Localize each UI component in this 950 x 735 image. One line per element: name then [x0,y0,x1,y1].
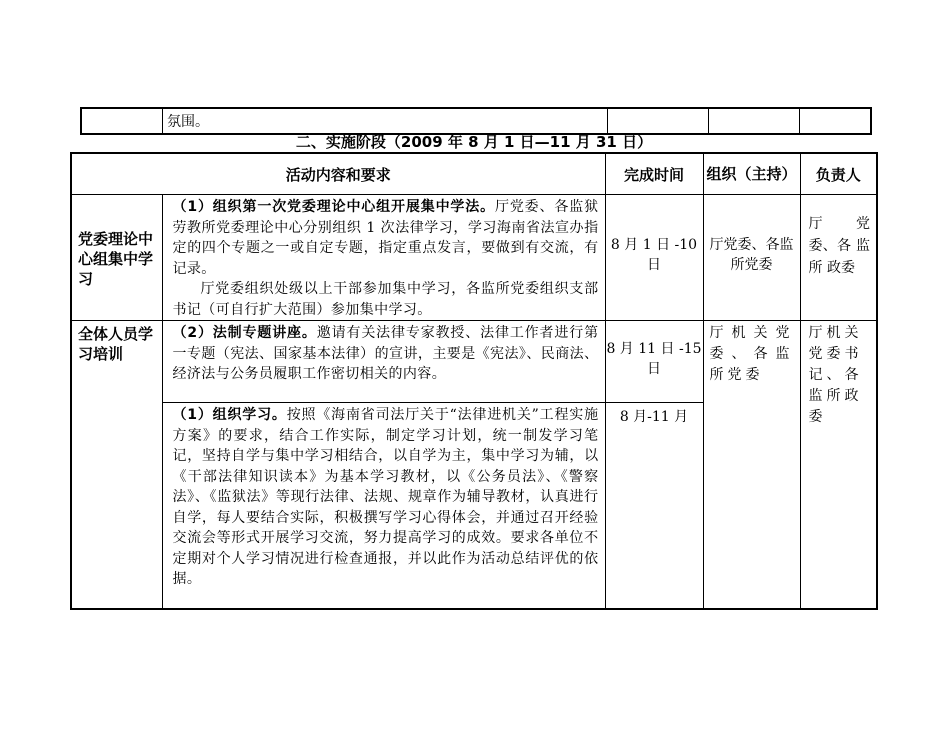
row-resp: 厅机关党委书记、各监所政委 [800,321,877,609]
header-row [71,153,877,195]
row-content-body: 按照《海南省司法厅关于“法律进机关”工程实施方案》的要求，结合工作实际，制定学习计划，统一制发学习笔记，坚持自学与集中学习相结合，以自学为主，集中学习为辅，以《干部法律知识读本》为基本学习教材，以《公务员法》、《警察法》、《监狱法》等现行法律、法规、规章作为辅导教材，认真进行自学，每人要结合实际，积极撰写学习心得体会，并通过召开经验交流会等形式开展学习交流，努力提高学习的成效。要求各单位不定期对个人学习情况进行检查通报，并以此作为活动总结评优的依据。 [172,407,599,587]
table-cell: 氛围。 [163,108,608,134]
row-content-title: （2）法制专题讲座。 [172,325,317,341]
row-resp: 厅 党委、各 监 所 政委 [800,195,877,321]
row-org: 厅机关党委、各监所党委 [703,321,800,609]
row-content-body: 邀请有关法律专家教授、法律工作者进行第一专题（宪法、国家基本法律）的宣讲，主要是《宪法》、民商法、经济法与公务员履职工作密切相关的内容。 [172,325,599,382]
row-content-para: 厅党委组织处级以上干部参加集中学习，各监所党委组织支部书记（可自行扩大范围）参加集中学习。 [172,281,599,318]
row-content [162,321,605,403]
row-org: 厅党委、各监所党委 [703,195,800,321]
row-content-text [173,197,599,279]
row-time: 8 月 1 日 -10 日 [605,195,703,321]
row-category: 党委理论中心组集中学习 [71,195,162,321]
row-content-title: （1）组织第一次党委理论中心组开展集中学法。 [172,199,495,215]
row-time: 8 月-11 月 [605,403,703,609]
row-content [162,195,605,321]
row-content-title: （1）组织学习。 [172,407,287,423]
plan-table [70,152,878,610]
row-category: 全体人员学习培训 [71,321,162,609]
row-time: 8 月 11 日 -15 日 [605,321,703,403]
header-time: 完成时间 [605,153,703,195]
table-row [71,195,877,321]
header-content: 活动内容和要求 [71,153,605,195]
stage-heading: 二、实施阶段（2009 年 8 月 1 日—11 月 31 日） [295,133,653,151]
row-content-body: 厅党委、各监狱劳教所党委理论中心分别组织 1 次法律学习，学习海南省法宣办指定的四个专题之一或自定专题，指定重点发言，要做到有交流，有记录。 [172,199,599,277]
header-org: 组织（主持） [703,153,800,195]
table-row [71,321,877,403]
header-resp: 负责人 [800,153,877,195]
row-content [162,403,605,609]
